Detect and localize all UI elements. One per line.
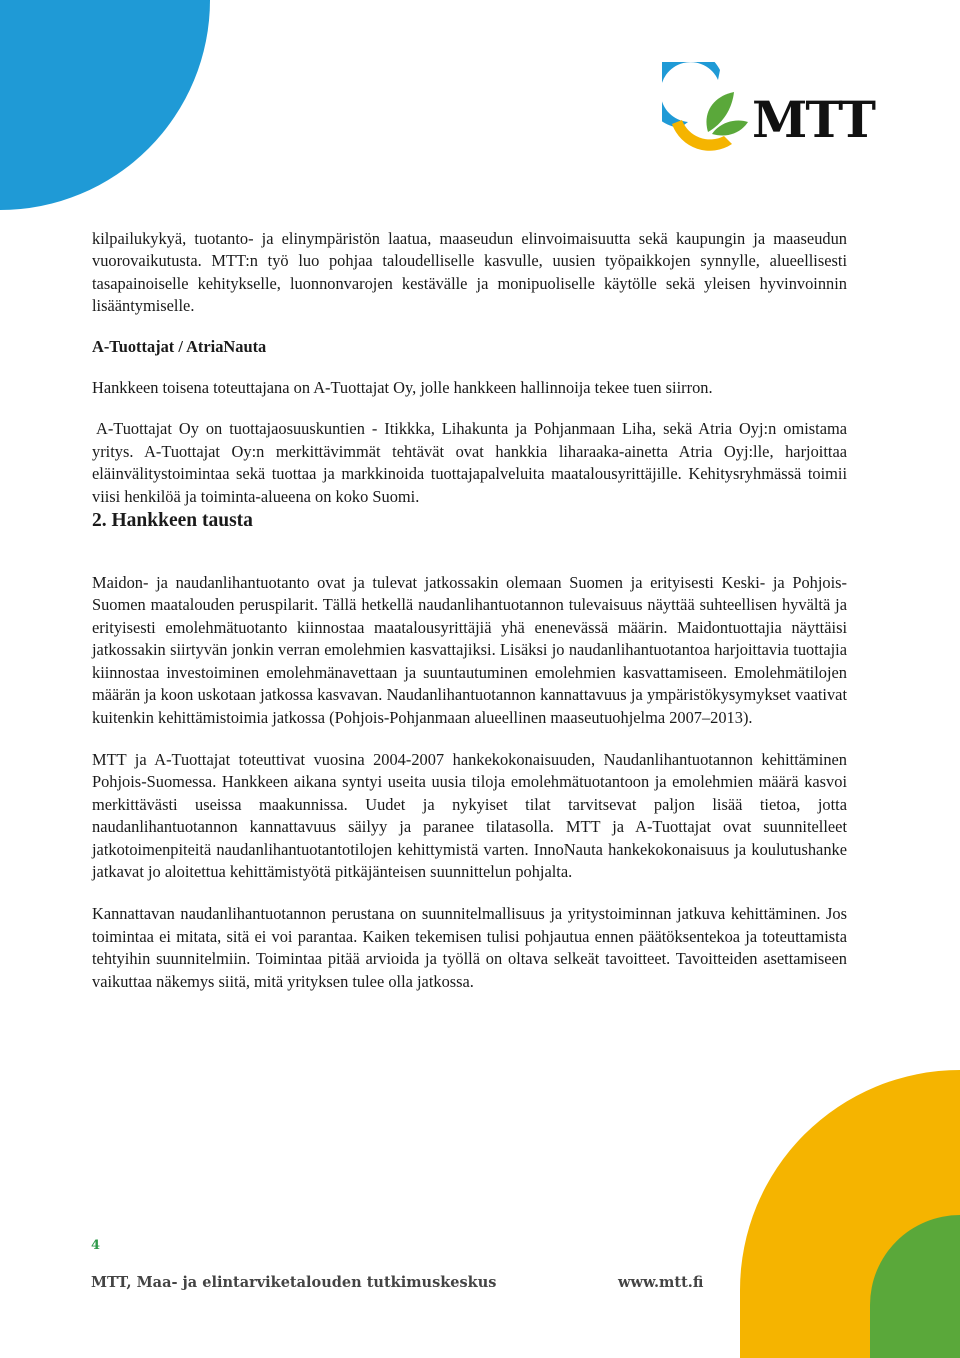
intro-paragraph: kilpailukykyä, tuotanto- ja elinympäristön laatua, maaseudun elinvoimaisuutta sekä kaupungin ja maaseudun vuorovaikutusta. MTT:n työ luo pohjaa taloudelliselle kasvulle, uusien työpaikkojen synnylle, alueellisesti tasapainoiselle kehitykselle, luonnonvarojen kestävälle ja monipuoliselle käytölle sekä yleisen hyvinvoinnin lisääntymiselle. xyxy=(92,229,847,316)
paragraph: A-Tuottajat Oy on tuottajaosuuskuntien - Itikkka, Lihakunta ja Pohjanmaan Liha, sekä Atria Oyj:n omistama yritys. A-Tuottajat Oy:n merkittävimmät tehtävät ovat hankkia liharaaka-ainetta Atria Oyj:lle, harjoittaa eläinvälitystoimintaa sekä tuottaa ja markkinoida tuottajapalveluita maatalousyrittäjille. Kehitysryhmässä toimii viisi henkilöä ja toiminta-alueena on koko Suomi. xyxy=(92,419,847,506)
paragraph: Maidon- ja naudanlihantuotanto ovat ja tulevat jatkossakin olemaan Suomen ja erityisesti Keski- ja Pohjois-Suomen maatalouden peruspilarit. Tällä hetkellä naudanlihantuotannon tulevaisuus näyttää suhteellisen hyvältä ja erityisesti emolehmätuotanto kiinnostaa maatalousyrittäjiä yhä enenevässä määrin. Maidontuottajia näyttäisi jatkossakin siirtyvän jonkin verran emolehmien kasvattajiksi. Lisäksi jo naudanlihantuotantoa harjoittavia tuottajia kiinnostaa investoiminen emolehmänavettaan ja suuntautuminen emolehmien kasvattamiseen. Emolehmätilojen määrän ja koon uskotaan jatkossa kasvavan. Naudanlihantuotannon kannattavuus ja ympäristökysymykset vaativat kuitenkin kehittämistoimia jatkossa (Pohjois-Pohjanmaan alueellinen maaseutuohjelma 2007–2013). xyxy=(92,573,847,727)
bottom-right-green-arc-decoration xyxy=(870,1215,960,1358)
footer-website-link[interactable]: www.mtt.fi xyxy=(618,1274,704,1291)
logo-text: MTT xyxy=(752,90,874,149)
paragraph: MTT ja A-Tuottajat toteuttivat vuosina 2004-2007 hankekokonaisuuden, Naudanlihantuotannon kehittäminen Pohjois-Suomessa. Hankkeen aikana syntyi useita uusia tiloja emolehmätuotantoon ja emolehmien määrä kasvoi merkittävästi useissa maakunnissa. Uudet ja nykyiset tilat tarvitsevat paljon lisää tietoa, jotta naudanlihantuotannon kannattavuus säilyy ja paranee tilatasolla. MTT ja A-Tuottajat ovat suunnitelleet jatkotoimenpiteitä naudanlihantuotantotilojen kehittymistä varten. InnoNauta hankekokonaisuus ja koulutushanke jatkavat jo aloitettua kehittämistyötä pitkäjänteisen suunnittelun pohjalta. xyxy=(92,749,847,881)
subheading: A-Tuottajat / AtriaNauta xyxy=(92,336,267,356)
top-left-arc-decoration xyxy=(0,0,210,210)
section-heading: 2. Hankkeen tausta xyxy=(92,510,253,532)
bottom-right-arc-decoration xyxy=(740,1070,960,1358)
paragraph: Kannattavan naudanlihantuotannon perustana on suunnitelmallisuus ja yritystoiminnan jatkuva kehittäminen. Jos toimintaa ei mitata, sitä ei voi parantaa. Kaiken tekemisen tulisi pohjautua ennen päätöksentekoa ja toteuttamista tehtyihin suunnitelmiin. Toimintaa pitää arvioida ja työllä on oltava selkeät tavoitteet. Tavoitteiden asettamiseen vaikuttaa näkemys siitä, mitä yrityksen tulee olla jatkossa. xyxy=(92,904,847,991)
document-body xyxy=(92,228,847,993)
paragraph: Hankkeen toisena toteuttajana on A-Tuottajat Oy, jolle hankkeen hallinnoija tekee tuen siirron. xyxy=(92,378,713,398)
page-number: 4 xyxy=(91,1238,101,1253)
footer-organization: MTT, Maa- ja elintarviketalouden tutkimuskeskus xyxy=(91,1274,497,1291)
